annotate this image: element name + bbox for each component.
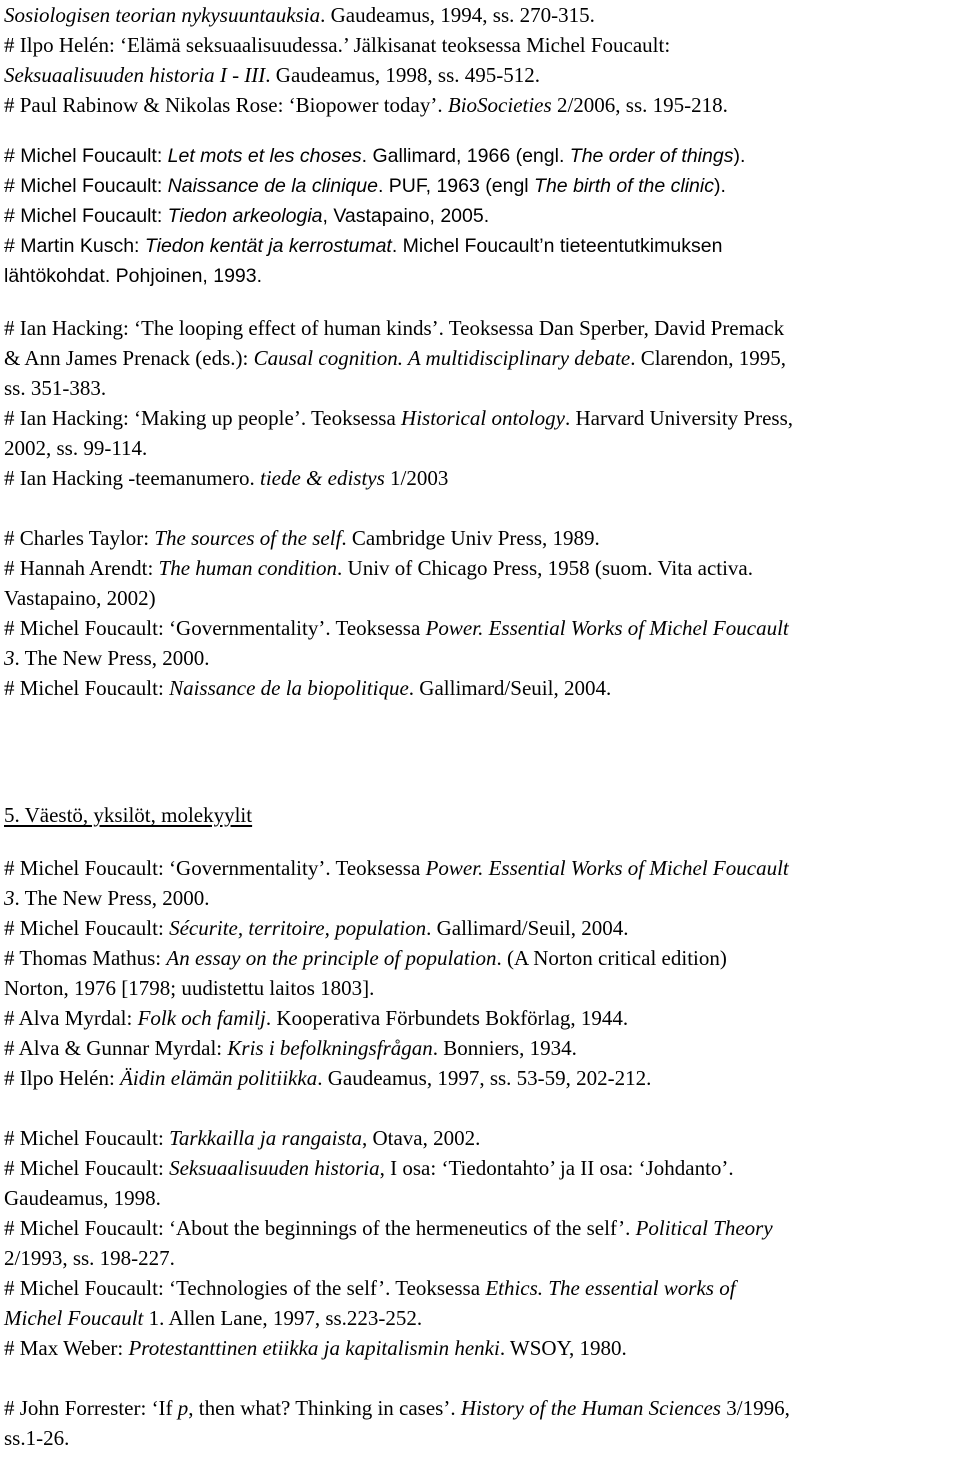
reference-text: , I osa: ‘Tiedontahto’ ja II osa: ‘Johdanto’.	[379, 1156, 734, 1180]
reference-line	[4, 1153, 734, 1183]
reference-line	[4, 60, 540, 90]
reference-line	[4, 30, 670, 60]
reference-text: , Vastapaino, 2005.	[322, 205, 490, 227]
italic-title-text: The human condition	[158, 556, 338, 580]
reference-text: ).	[733, 145, 746, 167]
reference-text: . Gaudeamus, 1998, ss. 495-512.	[265, 63, 541, 87]
reference-text: . PUF, 1963 (engl	[377, 175, 535, 197]
italic-title-text: Folk och familj	[137, 1006, 266, 1030]
reference-line	[4, 171, 726, 201]
italic-title-text: tiede & edistys	[259, 466, 385, 490]
italic-title-text: The order of things	[569, 145, 734, 167]
reference-text: # Michel Foucault: ‘About the beginnings of the hermeneutics of the self’.	[4, 1216, 636, 1240]
reference-text: # Hannah Arendt:	[4, 556, 159, 580]
reference-text: 2/1993, ss. 198-227.	[4, 1246, 175, 1270]
reference-line	[4, 643, 210, 673]
reference-text: # Ian Hacking: ‘Making up people’. Teoksessa	[4, 406, 402, 430]
reference-line	[4, 261, 262, 291]
reference-line	[4, 1213, 773, 1243]
reference-line	[4, 1183, 161, 1213]
reference-text: 2002, ss. 99-114.	[4, 436, 148, 460]
reference-line	[4, 1273, 736, 1303]
reference-text: , then what? Thinking in cases’.	[188, 1396, 461, 1420]
reference-text: . Cambridge Univ Press, 1989.	[341, 526, 600, 550]
italic-title-text: p	[177, 1396, 189, 1420]
reference-line	[4, 523, 600, 553]
italic-title-text: Naissance de la biopolitique	[169, 676, 409, 700]
reference-text: # Charles Taylor:	[4, 526, 155, 550]
italic-title-text: Ethics. The essential works of	[485, 1276, 736, 1300]
reference-line	[4, 90, 728, 120]
reference-line	[4, 403, 793, 433]
italic-title-text: Power. Essential Works of Michel Foucault	[425, 856, 789, 880]
italic-title-text: Protestanttinen etiikka ja kapitalismin henki	[128, 1336, 500, 1360]
italic-title-text: Historical ontology	[401, 406, 565, 430]
reference-text: . Gallimard/Seuil, 2004.	[408, 676, 612, 700]
reference-text: lähtökohdat. Pohjoinen, 1993.	[4, 265, 263, 287]
reference-text: # Martin Kusch:	[4, 235, 145, 257]
reference-text: . Kooperativa Förbundets Bokförlag, 1944.	[265, 1006, 629, 1030]
reference-text: 2/2006, ss. 195-218.	[551, 93, 728, 117]
italic-title-text: Power. Essential Works of Michel Foucault	[425, 616, 789, 640]
reference-text: . Gaudeamus, 1994, ss. 270-315.	[320, 3, 595, 27]
reference-line	[4, 853, 789, 883]
reference-text: # Max Weber:	[4, 1336, 129, 1360]
reference-line	[4, 463, 448, 493]
italic-title-text: Causal cognition. A multidisciplinary debate	[253, 346, 631, 370]
italic-title-text: Tarkkailla ja rangaista	[169, 1126, 362, 1150]
reference-line	[4, 201, 489, 231]
reference-text: ss. 351-383.	[4, 376, 107, 400]
italic-title-text: The sources of the self	[154, 526, 342, 550]
italic-title-text: Tiedon kentät ja kerrostumat	[144, 235, 392, 257]
reference-text: . Michel Foucault’n tieteentutkimuksen	[391, 235, 723, 257]
reference-line	[4, 553, 753, 583]
reference-line	[4, 1063, 651, 1093]
italic-title-text: The birth of the clinic	[534, 175, 714, 197]
reference-line	[4, 1033, 577, 1063]
italic-title-text: Tiedon arkeologia	[167, 205, 323, 227]
reference-text: . Bonniers, 1934.	[432, 1036, 577, 1060]
italic-title-text: Äidin elämän politiikka	[120, 1066, 318, 1090]
reference-text: . WSOY, 1980.	[499, 1336, 627, 1360]
reference-line	[4, 343, 786, 373]
italic-title-text: History of the Human Sciences	[460, 1396, 721, 1420]
reference-text: # Thomas Mathus:	[4, 946, 167, 970]
reference-line	[4, 583, 156, 613]
reference-text: # Michel Foucault:	[4, 205, 168, 227]
reference-text: . Gallimard/Seuil, 2004.	[426, 916, 629, 940]
reference-line	[4, 973, 374, 1003]
reference-text: # Alva & Gunnar Myrdal:	[4, 1036, 228, 1060]
reference-line	[4, 433, 147, 463]
reference-text: 1/2003	[384, 466, 449, 490]
reference-line	[4, 373, 106, 403]
reference-text: # John Forrester: ‘If	[4, 1396, 178, 1420]
reference-text: # Michel Foucault:	[4, 676, 170, 700]
reference-text: 3/1996,	[720, 1396, 790, 1420]
reference-text: . Gallimard, 1966 (engl.	[361, 145, 570, 167]
section-heading	[4, 800, 252, 830]
reference-line	[4, 1003, 628, 1033]
reference-text: # Michel Foucault:	[4, 145, 168, 167]
reference-text: # Michel Foucault:	[4, 1126, 170, 1150]
reference-text: Norton, 1976 [1798; uudistettu laitos 1803].	[4, 976, 375, 1000]
reference-text: ).	[713, 175, 726, 197]
italic-title-text: Seksuaalisuuden historia	[169, 1156, 380, 1180]
reference-text: . The New Press, 2000.	[14, 646, 210, 670]
reference-text: # Ilpo Helén:	[4, 1066, 121, 1090]
italic-title-text: Political Theory	[635, 1216, 773, 1240]
italic-title-text: Sosiologisen teorian nykysuuntauksia	[4, 3, 321, 27]
reference-text: # Ian Hacking: ‘The looping effect of human kinds’. Teoksessa Dan Sperber, David Premack	[4, 316, 785, 340]
reference-text: # Ian Hacking -teemanumero.	[4, 466, 260, 490]
italic-title-text: Michel Foucault	[4, 1306, 144, 1330]
reference-line	[4, 1333, 627, 1363]
reference-text: # Michel Foucault:	[4, 1156, 170, 1180]
reference-line	[4, 613, 789, 643]
reference-text: Gaudeamus, 1998.	[4, 1186, 161, 1210]
reference-text: , Otava, 2002.	[361, 1126, 481, 1150]
reference-text: # Michel Foucault: ‘Governmentality’. Teoksessa	[4, 856, 426, 880]
reference-line	[4, 231, 722, 261]
reference-text: Vastapaino, 2002)	[4, 586, 156, 610]
reference-line	[4, 913, 629, 943]
italic-title-text: An essay on the principle of population	[166, 946, 497, 970]
reference-line	[4, 883, 210, 913]
reference-text: . Univ of Chicago Press, 1958 (suom. Vita activa.	[337, 556, 754, 580]
reference-line	[4, 1303, 422, 1333]
reference-line	[4, 1423, 69, 1453]
reference-text: # Alva Myrdal:	[4, 1006, 138, 1030]
reference-line	[4, 0, 595, 30]
reference-text: # Michel Foucault: ‘Technologies of the self’. Teoksessa	[4, 1276, 486, 1300]
reference-line	[4, 141, 745, 171]
reference-text: # Michel Foucault:	[4, 175, 168, 197]
reference-text: # Michel Foucault:	[4, 916, 170, 940]
reference-line	[4, 673, 611, 703]
reference-text: . The New Press, 2000.	[14, 886, 210, 910]
italic-title-text: BioSocieties	[447, 93, 552, 117]
reference-text: & Ann James Prenack (eds.):	[4, 346, 254, 370]
reference-text: 1. Allen Lane, 1997, ss.223-252.	[143, 1306, 423, 1330]
reference-text: # Michel Foucault: ‘Governmentality’. Teoksessa	[4, 616, 426, 640]
reference-text: . Clarendon, 1995,	[630, 346, 786, 370]
italic-title-text: Seksuaalisuuden historia I - III	[4, 63, 266, 87]
reference-text: . (A Norton critical edition)	[496, 946, 727, 970]
reference-text: 5. Väestö, yksilöt, molekyylit	[4, 803, 253, 827]
reference-text: # Ilpo Helén: ‘Elämä seksuaalisuudessa.’ Jälkisanat teoksessa Michel Foucault:	[4, 33, 671, 57]
reference-text: # Paul Rabinow & Nikolas Rose: ‘Biopower today’.	[4, 93, 448, 117]
reference-line	[4, 1243, 175, 1273]
reference-line	[4, 1123, 480, 1153]
reference-text: . Harvard University Press,	[564, 406, 794, 430]
reference-text: ss.1-26.	[4, 1426, 70, 1450]
italic-title-text: Naissance de la clinique	[167, 175, 378, 197]
italic-title-text: Kris i befolkningsfrågan	[227, 1036, 433, 1060]
italic-title-text: Sécurite, territoire, population	[169, 916, 427, 940]
reference-text: . Gaudeamus, 1997, ss. 53-59, 202-212.	[317, 1066, 652, 1090]
italic-title-text: 3	[4, 646, 15, 670]
italic-title-text: 3	[4, 886, 15, 910]
reference-line	[4, 313, 784, 343]
italic-title-text: Let mots et les choses	[167, 145, 362, 167]
reference-line	[4, 943, 727, 973]
reference-line	[4, 1393, 790, 1423]
